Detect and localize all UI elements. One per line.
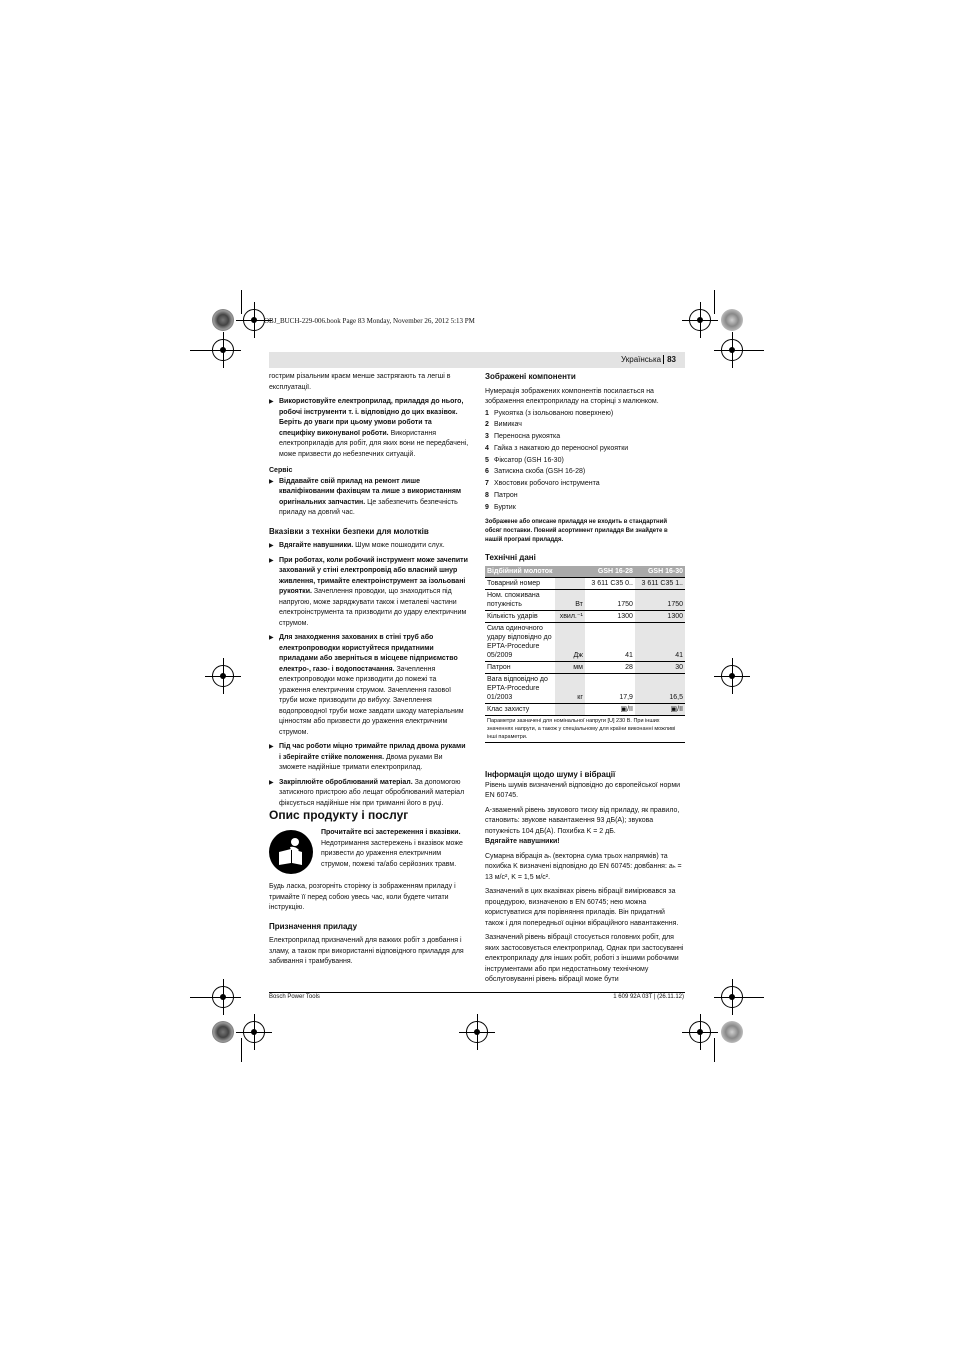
purpose-heading: Призначення приладу [269, 921, 358, 931]
wear-ear-protection: Вдягайте навушники! [485, 838, 560, 845]
right-column [485, 372, 685, 563]
components-heading: Зображені компоненти [485, 372, 576, 381]
tech-data-table [485, 566, 685, 743]
table-header: Відбійний молоток GSH 16-28 GSH 16-30 [485, 566, 685, 578]
list-item: 2 Вимикач [485, 421, 522, 429]
noise-standard: Рівень шумів визначений відповідно до європейської норми EN 60745. [485, 781, 681, 799]
safety-heading: Вказівки з техніки безпеки для молотків [269, 526, 429, 536]
vibration-values: Сумарна вібрація aₕ (векторна сума трьох напрямків) та похибка K визначені відповідно до EN 60745: довбання: aₕ = 13 м/с², K = 1,5 м/с². [485, 852, 682, 881]
product-heading: Опис продукту і послуг [269, 808, 409, 822]
left-column [269, 372, 469, 809]
print-slug: OBJ_BUCH-229-006.book Page 83 Monday, November 26, 2012 5:13 PM [264, 317, 475, 325]
registration-mark-icon [466, 1021, 488, 1043]
footer-divider [269, 992, 685, 993]
list-item: 5 Фіксатор (GSH 16-30) [485, 456, 564, 464]
vibration-applicability: Зазначений рівень вібрації стосується головних робіт, для яких застосовується електроприлад. Однак при застосуванні електроприладу для інших робіт, роботі з іншими робочими інструментами або при недостатньому технічному обслуговуванні рівень вібрації може бути [485, 934, 684, 983]
intro-text: гострим різальним краєм менше застрягають та легші в експлуатації. [269, 373, 451, 391]
registration-mark-icon [212, 986, 234, 1008]
list-item: 7 Хвостовик робочого інструмента [485, 480, 600, 488]
purpose-text: Електроприлад призначений для важких робіт з довбання і зламу, а також при використанні відповідного приладдя для забивання і трамбування. [269, 937, 464, 965]
footer-brand: Bosch Power Tools [269, 994, 320, 1000]
header-language: Українська [621, 355, 662, 364]
bullet-insulated-grip: ▶ При роботах, коли робочий інструмент може зачепити захований у стіні електропровід або власний шнур живлення, тримайте електроінструмент за ізольовані рукоятки. Зачеплення проводки, що знаходиться під напругою, може заряджувати також і металеві частини електроінструмента та призводити до удару електричним струмом. [269, 556, 469, 630]
table-note-row: Параметри зазначені для номінальної напруги [U] 230 В. При інших значеннях напруги, а також у спеціальному для країни виконанні можливі інші параметри. [485, 716, 685, 743]
table-row: Ном. споживана потужність Вт 1750 1750 [485, 590, 685, 611]
registration-mark-icon [721, 665, 743, 687]
left-bottom [269, 882, 471, 968]
service-heading: Сервіс [269, 467, 293, 474]
read-manual-icon [269, 830, 313, 874]
list-item: 1 Рукоятка (з ізольованою поверхнею) [485, 409, 614, 417]
running-header [621, 355, 676, 364]
read-warning: Прочитайте всі застереження і вказівки. Недотримання застережень і вказівок може призвести до ураження електричним струмом, пожежі та/або серйозних травм. [321, 829, 463, 868]
table-row: Патрон мм 28 30 [485, 662, 685, 674]
list-item: 8 Патрон [485, 492, 518, 500]
vibration-measurement: Зазначений в цих вказівках рівень вібрації вимірювався за процедурою, визначеною в EN 60745; нею можна користуватися для порівняння приладів. Він придатний також і для попередньої оцінки вібраційного навантаження. [485, 888, 679, 927]
list-item: 3 Переносна рукоятка [485, 433, 561, 441]
noise-levels: А-зважений рівень звукового тиску від приладу, як правило, становить: звукове навантаження 93 дБ(A); звукова потужність 104 дБ(A). Похибка K = 2 дБ. [485, 806, 680, 835]
list-item: 9 Буртик [485, 503, 516, 511]
fold-out-text: Будь ласка, розгорніть сторінку із зображенням приладу і тримайте її перед собою увесь час, коли будете читати інструкцію. [269, 883, 456, 911]
bullet-secure-workpiece: ▶ Закріплюйте оброблюваний матеріал. За допомогою затискного пристрою або лещат оброблюваний матеріал фіксується надійніше ніж при триманні його в руці. [269, 778, 469, 810]
bullet-detect-pipes: ▶ Для знаходження захованих в стіні труб або електропроводки користуйтеся придатними приладами або зверніться в місцеве підприємство електро-, газо- і водопостачання. Зачеплення електропроводки може призводити до пожежі та ураження електричним струмом. Зачеплення газової труби може призводити до вибуху. Зачеплення водопроводної труби може завдати шкоду матеріальним цінностям або призвести до ураження електричним струмом. [269, 633, 469, 738]
registration-mark-icon [689, 309, 711, 331]
footer-doc-number: 1 609 92A 03T | (26.11.12) [613, 994, 684, 1000]
color-target-icon [212, 309, 234, 331]
list-item: 6 Затискна скоба (GSH 16-28) [485, 468, 586, 476]
noise-section [485, 770, 685, 986]
bullet-ear-protection: ▶ Вдягайте навушники. Шум може пошкодити слух. [269, 541, 469, 552]
registration-mark-icon [689, 1021, 711, 1043]
color-target-icon [212, 1021, 234, 1043]
registration-mark-icon [243, 1021, 265, 1043]
registration-mark-icon [212, 665, 234, 687]
table-row: Сила одиночного удару відповідно до EPTA-Procedure 05/2009 Дж 41 41 [485, 623, 685, 662]
bullet-two-hands: ▶ Під час роботи міцно тримайте прилад двома руками і зберігайте стійке положення. Двома руками Ви зможете надійніше тримати електроприлад. [269, 742, 469, 774]
components-list [485, 408, 685, 514]
registration-mark-icon [243, 309, 265, 331]
table-row: Кількість ударів хвил.⁻¹ 1300 1300 [485, 611, 685, 623]
components-intro: Нумерація зображених компонентів посилається на зображення електроприладу на сторінці з малюнком. [485, 387, 659, 405]
registration-mark-icon [212, 339, 234, 361]
table-row: Вага відповідно до EPTA-Procedure 01/2003 кг 17,9 16,5 [485, 674, 685, 704]
list-item: 4 Гайка з накаткою до переносної рукоятки [485, 444, 629, 452]
tech-data-heading: Технічні дані [485, 552, 536, 562]
table-row: Клас захисту ▣/II ▣/II [485, 704, 685, 716]
color-target-icon [721, 309, 743, 331]
page-number: 83 [663, 355, 676, 364]
bullet-service: ▶ Віддавайте свій прилад на ремонт лише кваліфікованим фахівцям та лише з використанням оригінальних запчастин. Це забезпечить безпечність приладу на довгий час. [269, 477, 469, 519]
noise-heading: Інформація щодо шуму і вібрації [485, 770, 616, 779]
table-row: Товарний номер 3 611 C35 0.. 3 611 C35 1.. [485, 578, 685, 590]
color-target-icon [721, 1021, 743, 1043]
accessories-note: Зображене або описане приладдя не входить в стандартний обсяг поставки. Повний асортимент приладдя Ви знайдете в нашій програмі приладдя. [485, 518, 668, 543]
bullet-use-tool: ▶ Використовуйте електроприлад, приладдя до нього, робочі інструменти т. і. відповідно до цих вказівок. Беріть до уваги при цьому умови роботи та специфіку виконуваної роботи. Використання електроприладів для робіт, для яких вони не передбачені, може призвести до небезпечних ситуацій. [269, 397, 469, 460]
